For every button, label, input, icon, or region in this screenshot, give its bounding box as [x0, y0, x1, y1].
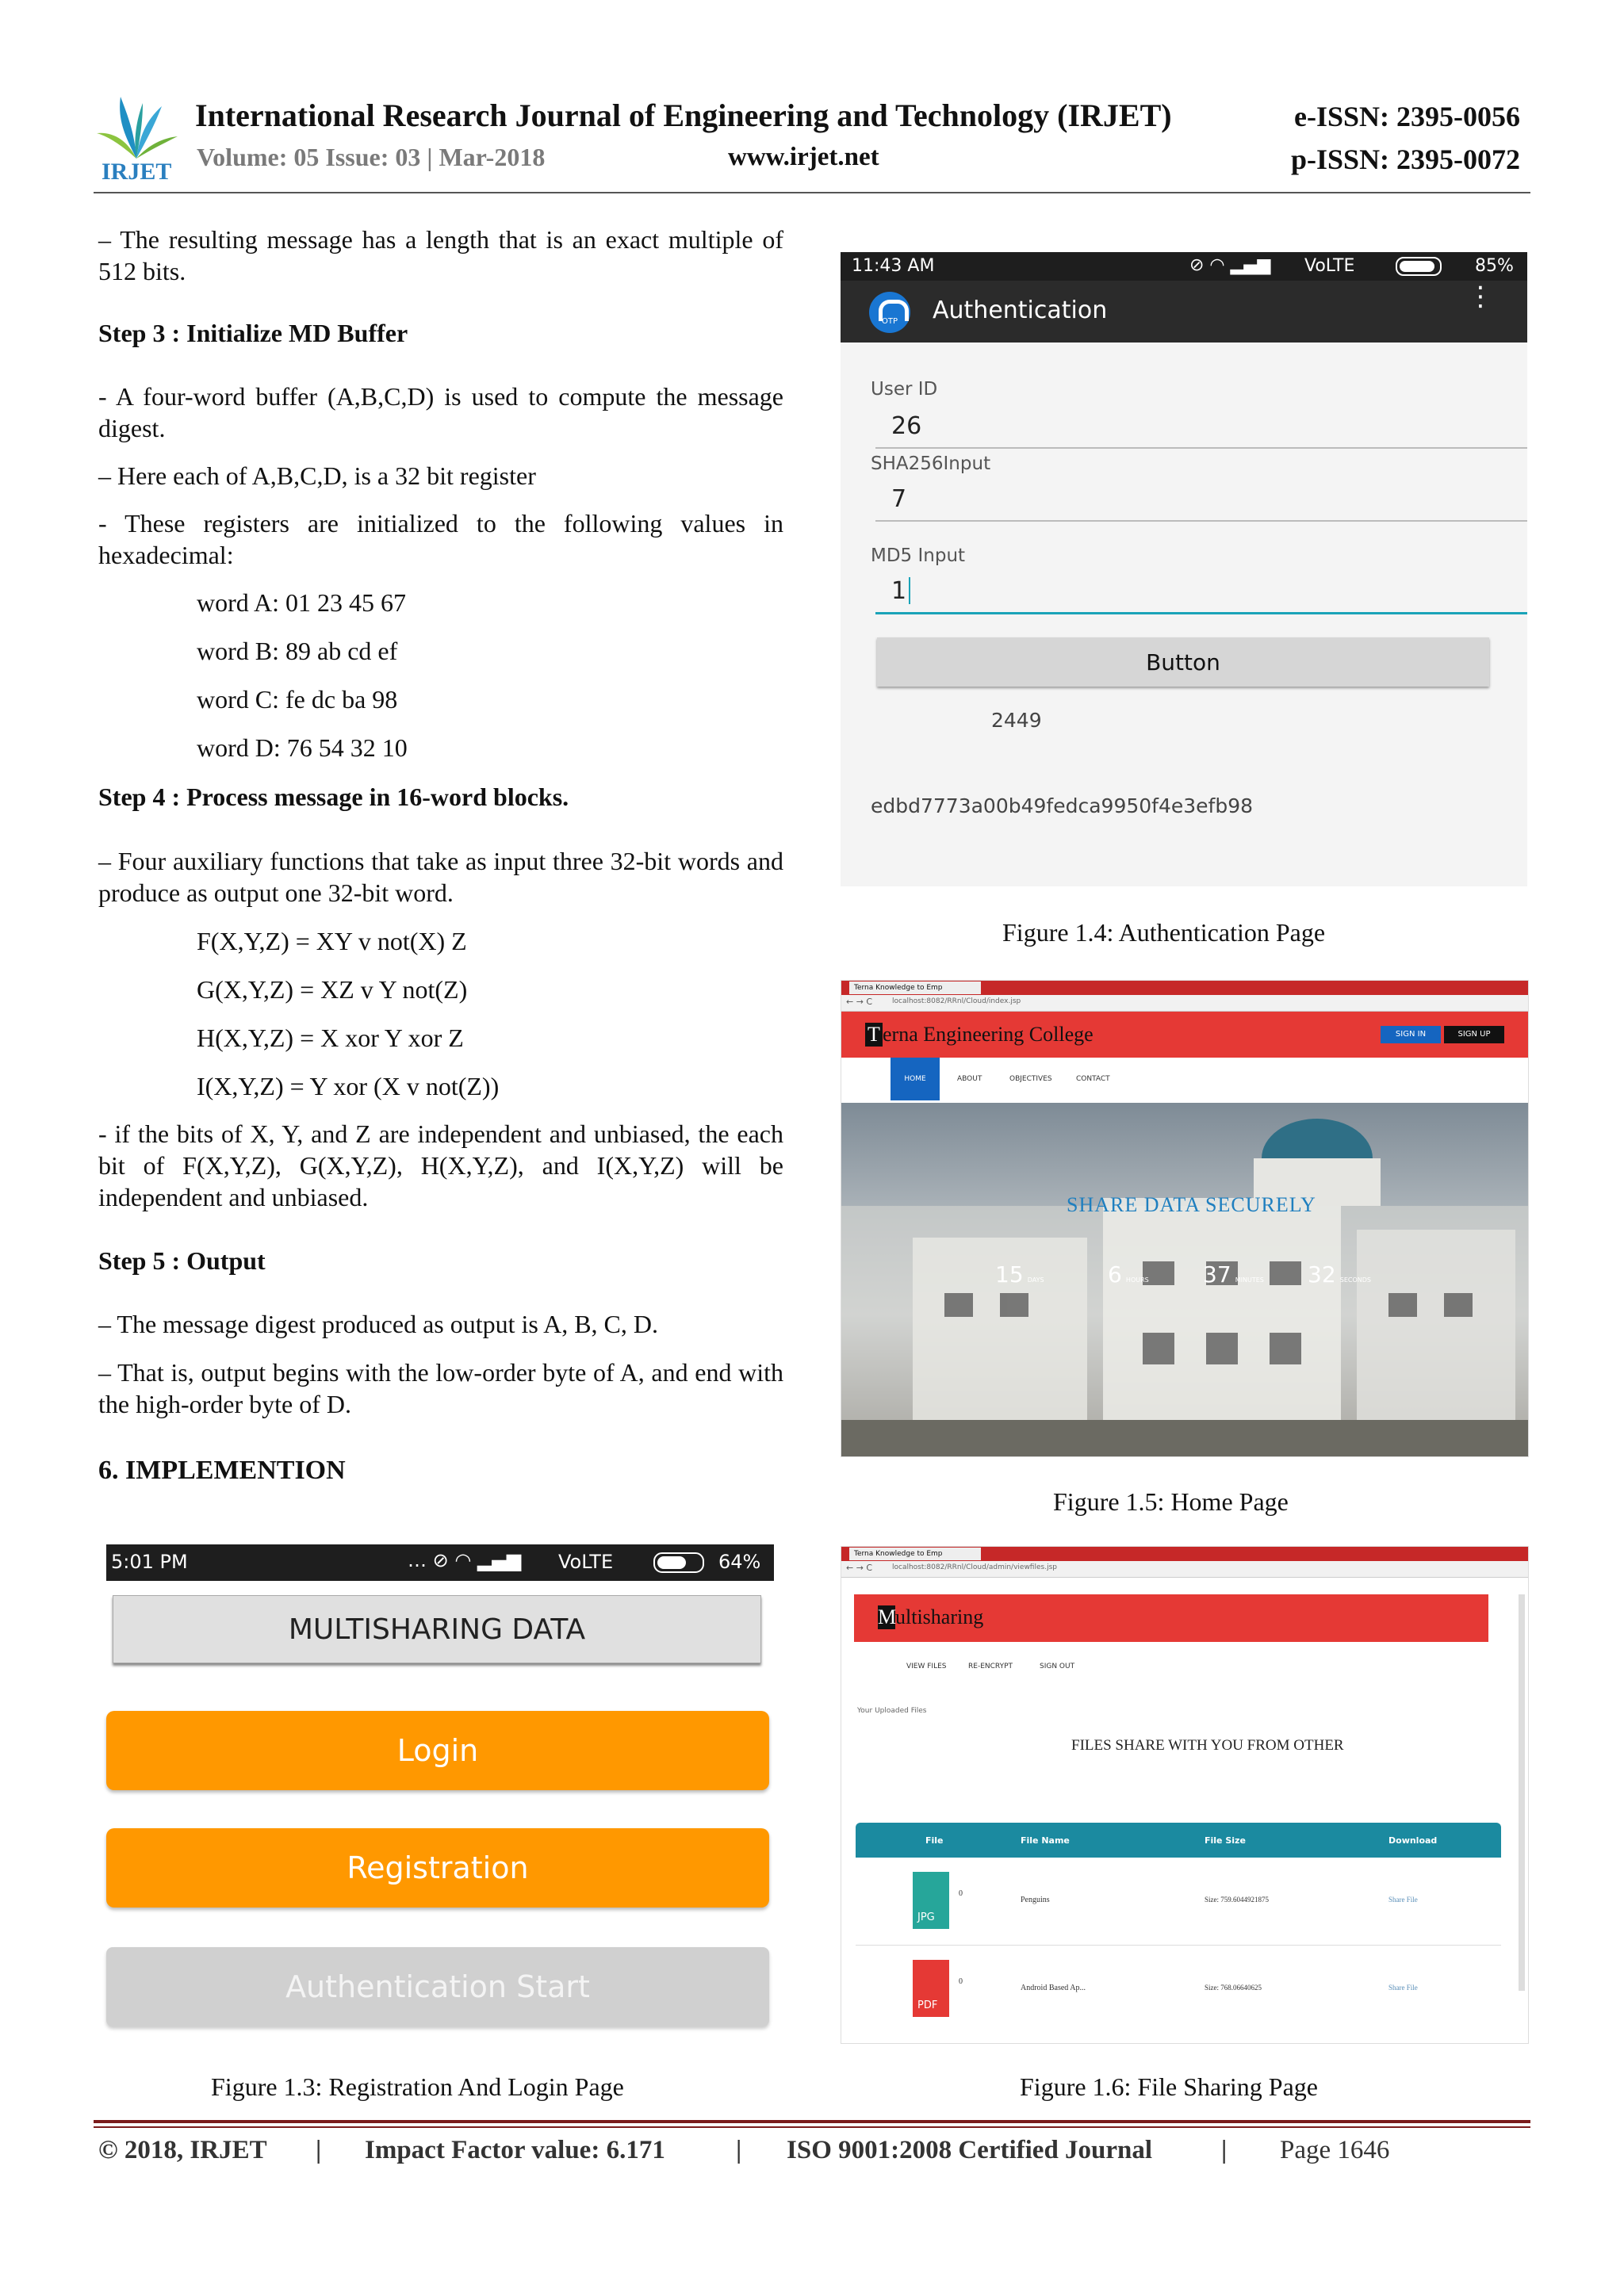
step3-heading: Step 3 : Initialize MD Buffer	[98, 319, 408, 347]
file-index: 0	[959, 1889, 963, 1898]
countdown-minutes	[1203, 1261, 1264, 1288]
table-header	[856, 1823, 1501, 1858]
function-g: G(X,Y,Z) = XZ v Y not(Z)	[197, 975, 468, 1004]
column-header: Download	[1388, 1835, 1438, 1846]
footer-separator: |	[736, 2136, 742, 2164]
footer-impact-factor: Impact Factor value: 6.171	[365, 2136, 665, 2164]
authentication-screenshot	[841, 252, 1527, 886]
word-b: word B: 89 ab cd ef	[197, 637, 398, 665]
status-time: 5:01 PM	[111, 1551, 188, 1573]
countdown-hours	[1108, 1261, 1149, 1288]
browser-tabbar	[841, 981, 1528, 995]
browser-tabbar	[841, 1547, 1528, 1561]
hash-output: edbd7773a00b49fedca9950f4e3efb98	[871, 794, 1254, 817]
countdown-unit: DAYS	[1027, 1276, 1044, 1284]
battery-icon	[1396, 257, 1442, 276]
countdown-value: 37	[1203, 1261, 1231, 1288]
function-h: H(X,Y,Z) = X xor Y xor Z	[197, 1024, 464, 1052]
paragraph: – That is, output begins with the low-order byte of A, and end with the high-order byte of D.	[98, 1358, 783, 1418]
column-header: File Name	[1021, 1835, 1070, 1846]
file-type-label: JPG	[917, 1911, 935, 1923]
status-time: 11:43 AM	[852, 256, 935, 276]
home-page-screenshot	[841, 980, 1529, 1457]
file-size: Size: 759.6044921875	[1205, 1896, 1269, 1904]
volume-issue: Volume: 05 Issue: 03 | Mar-2018	[197, 143, 546, 171]
step4-heading: Step 4 : Process message in 16-word blocks.	[98, 783, 569, 811]
url-text: localhost:8082/RRnl/Cloud/index.jsp	[892, 997, 1021, 1005]
login-button[interactable]	[106, 1711, 769, 1790]
footer-page-number: Page 1646	[1280, 2136, 1390, 2164]
authentication-start-button[interactable]	[106, 1947, 769, 2026]
countdown-unit: SECONDS	[1339, 1276, 1371, 1284]
registration-button[interactable]	[106, 1828, 769, 1908]
address-bar[interactable]	[841, 995, 1528, 1012]
user-id-input[interactable]	[875, 408, 1527, 449]
file-name: Penguins	[1021, 1896, 1050, 1904]
sign-up-button[interactable]: SIGN UP	[1444, 1026, 1504, 1043]
signal-icons: … ⊘ ◠ ▂▄▆	[408, 1549, 522, 1571]
section-heading: 6. IMPLEMENTION	[98, 1456, 346, 1485]
volte-label: VoLTE	[558, 1551, 614, 1573]
figure-caption: Figure 1.3: Registration And Login Page	[211, 2072, 624, 2101]
nav-re-encrypt[interactable]: RE-ENCRYPT	[968, 1663, 1013, 1670]
file-sharing-screenshot	[841, 1546, 1529, 2044]
md5-value: 1	[891, 577, 907, 605]
paragraph: – The resulting message has a length that is an exact multiple of 512 bits.	[98, 225, 783, 285]
column-header: File Size	[1205, 1835, 1246, 1846]
countdown-seconds	[1308, 1261, 1371, 1288]
nav-home[interactable]: HOME	[891, 1058, 940, 1100]
header-divider	[94, 192, 1530, 193]
countdown-unit: MINUTES	[1235, 1276, 1264, 1284]
countdown-value: 32	[1308, 1261, 1336, 1288]
function-i: I(X,Y,Z) = Y xor (X v not(Z))	[197, 1072, 500, 1100]
paragraph: - A four-word buffer (A,B,C,D) is used to compute the message digest.	[98, 382, 783, 442]
sha-label: SHA256Input	[871, 453, 991, 474]
file-size: Size: 768.06640625	[1205, 1984, 1262, 1992]
countdown-value: 15	[995, 1261, 1024, 1288]
md5-input[interactable]	[875, 572, 1527, 614]
file-type-label: PDF	[917, 1999, 938, 2011]
journal-title: International Research Journal of Engineering and Technology (IRJET)	[195, 98, 1172, 133]
website-link[interactable]: www.irjet.net	[728, 143, 879, 171]
footer-separator: |	[316, 2136, 322, 2164]
login-label: Login	[396, 1733, 479, 1768]
site-header	[841, 1012, 1528, 1058]
irjet-logo	[94, 89, 179, 184]
browser-tab[interactable]: Terna Knowledge to Emp	[849, 982, 981, 994]
paragraph: - if the bits of X, Y, and Z are independent and unbiased, the each bit of F(X,Y,Z), G(X,Y,Z), H(X,Y,Z), and I(X,Y,Z) will be independent and unbiased.	[98, 1119, 783, 1211]
signal-icons: ⊘ ◠ ▂▄▆	[1189, 255, 1271, 275]
body-text	[98, 224, 783, 1487]
countdown-days	[995, 1261, 1044, 1288]
paragraph: - These registers are initialized to the following values in hexadecimal:	[98, 509, 783, 569]
eissn: e-ISSN: 2395-0056	[1294, 101, 1520, 132]
app-title: Authentication	[933, 297, 1108, 324]
files-table	[856, 1823, 1501, 2033]
file-name: Android Based Ap...	[1021, 1984, 1086, 1992]
registration-login-screenshot	[98, 1544, 783, 2044]
footer-divider	[94, 2120, 1530, 2123]
countdown-value: 6	[1108, 1261, 1122, 1288]
word-d: word D: 76 54 32 10	[197, 733, 408, 762]
registration-label: Registration	[347, 1850, 529, 1885]
sign-in-button[interactable]: SIGN IN	[1381, 1026, 1441, 1043]
share-file-link[interactable]: Share File	[1388, 1896, 1418, 1904]
brand-name[interactable]: ultisharing	[895, 1605, 984, 1628]
nav-contact[interactable]: CONTACT	[1076, 1075, 1110, 1083]
paragraph: – The message digest produced as output is A, B, C, D.	[98, 1310, 658, 1338]
column-header: File	[925, 1835, 944, 1846]
browser-tab[interactable]: Terna Knowledge to Emp	[849, 1548, 981, 1560]
overflow-menu-icon[interactable]: ⋮	[1467, 281, 1494, 312]
logo-text: IRJET	[102, 159, 172, 185]
submit-button[interactable]	[877, 637, 1489, 687]
hero-tagline: SHARE DATA SECURELY	[1067, 1193, 1316, 1216]
jpg-file-icon	[913, 1872, 949, 1929]
battery-icon	[653, 1552, 704, 1573]
paragraph: – Four auxiliary functions that take as input three 32-bit words and produce as output one 32-bit word.	[98, 847, 783, 907]
authentication-start-label: Authentication Start	[285, 1969, 590, 2004]
table-row	[856, 1858, 1501, 1946]
user-id-value: 26	[891, 412, 922, 440]
footer-separator: |	[1221, 2136, 1228, 2164]
site-header	[854, 1594, 1488, 1642]
brand-initial: M	[878, 1605, 897, 1628]
app-title: MULTISHARING DATA	[288, 1613, 586, 1646]
figure-caption: Figure 1.5: Home Page	[1053, 1487, 1289, 1516]
otp-app-icon	[869, 292, 910, 333]
address-bar[interactable]	[841, 1561, 1528, 1578]
hero-building-image	[841, 1103, 1528, 1456]
nav-objectives[interactable]: OBJECTIVES	[1009, 1075, 1052, 1083]
status-bar	[841, 252, 1527, 281]
battery-percent: 85%	[1475, 256, 1514, 276]
volte-label: VoLTE	[1304, 256, 1355, 276]
button-label: Button	[1146, 649, 1220, 675]
figure-caption: Figure 1.6: File Sharing Page	[1020, 2072, 1318, 2101]
word-a: word A: 01 23 45 67	[197, 588, 406, 617]
figure-caption: Figure 1.4: Authentication Page	[1002, 918, 1326, 947]
status-bar	[106, 1544, 774, 1581]
brand-name[interactable]: erna Engineering College	[883, 1023, 1094, 1046]
sha-input[interactable]	[875, 480, 1527, 522]
md5-label: MD5 Input	[871, 545, 966, 566]
function-f: F(X,Y,Z) = XY v not(X) Z	[197, 927, 467, 955]
footer-iso: ISO 9001:2008 Certified Journal	[787, 2136, 1153, 2164]
nav-about[interactable]: ABOUT	[957, 1075, 982, 1083]
sha-value: 7	[891, 485, 907, 513]
pissn: p-ISSN: 2395-0072	[1291, 144, 1521, 175]
shared-files-heading: FILES SHARE WITH YOU FROM OTHER	[1071, 1737, 1344, 1754]
nav-sign-out[interactable]: SIGN OUT	[1040, 1663, 1075, 1670]
user-id-label: User ID	[871, 379, 938, 400]
uploaded-files-label: Your Uploaded Files	[857, 1707, 927, 1715]
app-bar	[841, 281, 1527, 342]
result-number: 2449	[991, 709, 1042, 732]
countdown-unit: HOURS	[1125, 1276, 1149, 1284]
site-nav	[841, 1058, 1528, 1104]
battery-percent: 64%	[718, 1551, 761, 1573]
table-row	[856, 1946, 1501, 2033]
footer-divider	[94, 2126, 1530, 2128]
step5-heading: Step 5 : Output	[98, 1246, 266, 1275]
scrollbar[interactable]	[1519, 1594, 1525, 1991]
app-title-banner	[113, 1595, 761, 1663]
file-index: 0	[959, 1977, 963, 1986]
nav-arrows-icon[interactable]: ← → C	[846, 997, 873, 1007]
url-text: localhost:8082/RRnl/Cloud/admin/viewfiles.jsp	[892, 1563, 1057, 1571]
nav-view-files[interactable]: VIEW FILES	[906, 1663, 947, 1670]
text-cursor	[909, 577, 910, 604]
pdf-file-icon	[913, 1960, 949, 2017]
paragraph: – Here each of A,B,C,D, is a 32 bit register	[98, 461, 536, 490]
otp-label: OTP	[882, 317, 898, 326]
word-c: word C: fe dc ba 98	[197, 685, 398, 714]
brand-initial: T	[865, 1023, 883, 1047]
footer-copyright: © 2018, IRJET	[98, 2136, 267, 2164]
nav-arrows-icon[interactable]: ← → C	[846, 1563, 873, 1573]
share-file-link[interactable]: Share File	[1388, 1984, 1418, 1992]
